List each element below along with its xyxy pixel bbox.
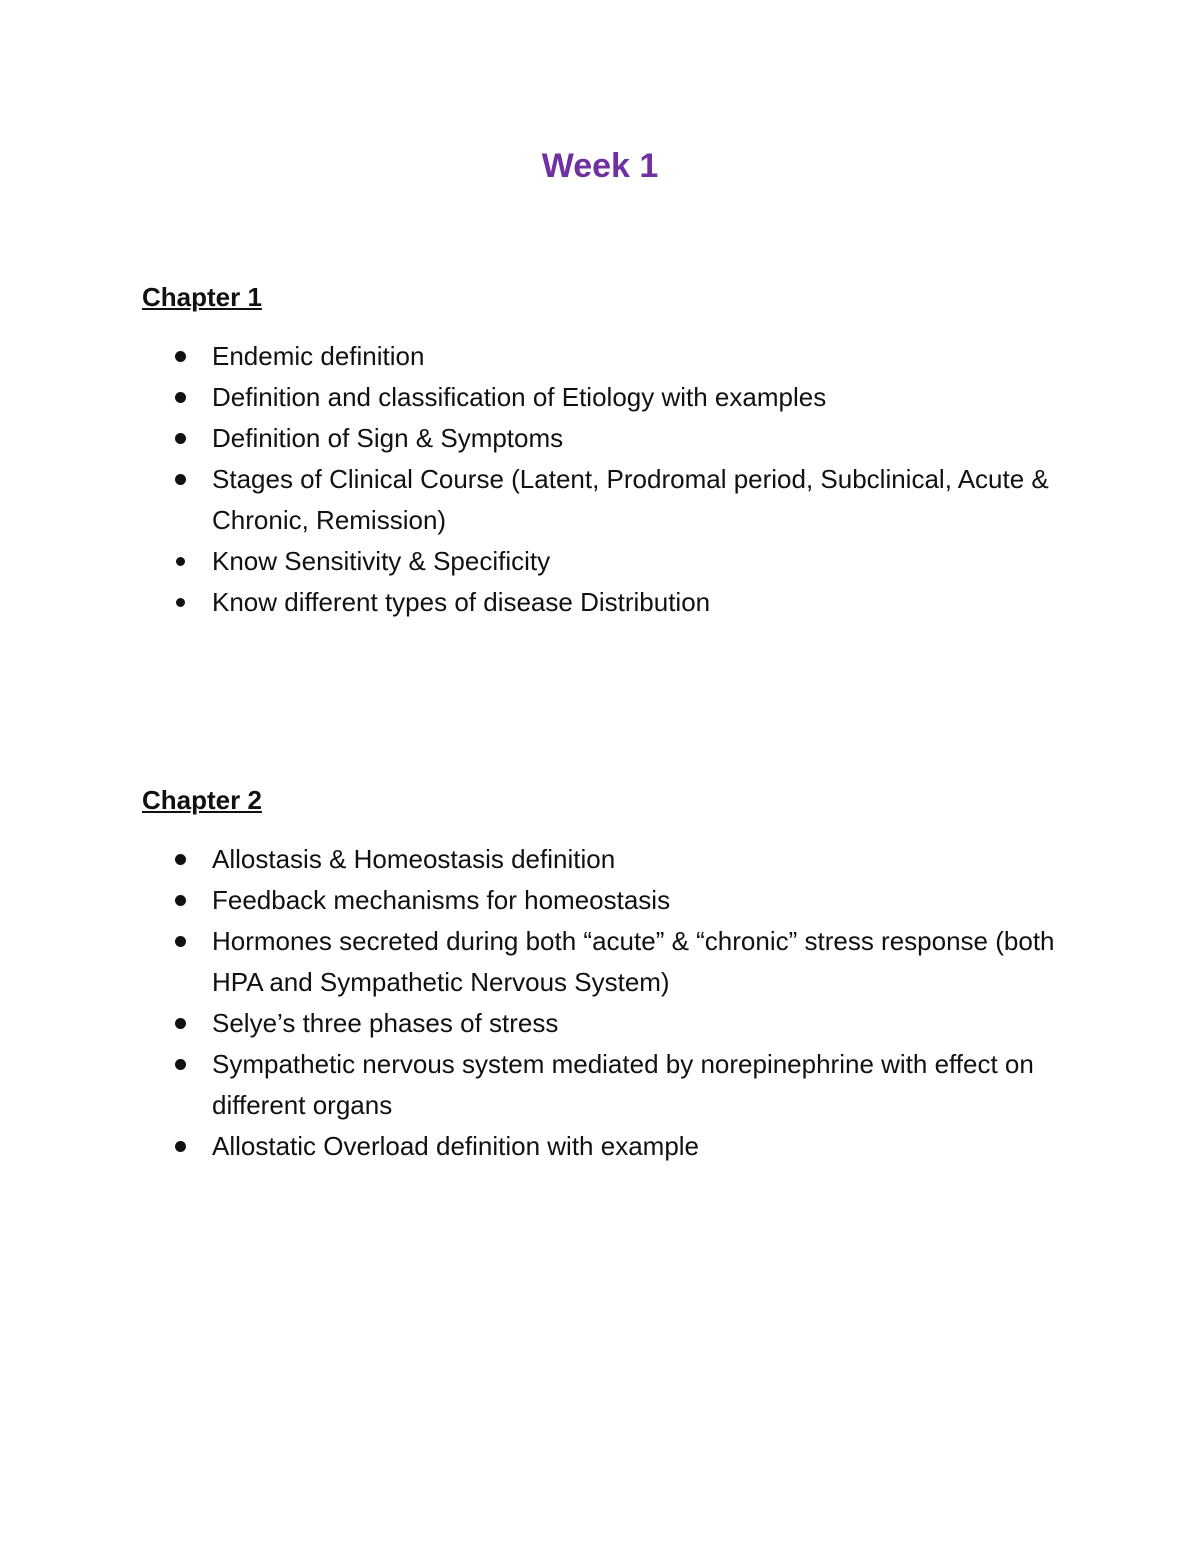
bullet-icon [176, 598, 185, 607]
list-item [142, 336, 1062, 377]
bullet-icon [175, 474, 186, 485]
bullet-icon [175, 1141, 186, 1152]
list-item-text: Selye’s three phases of stress [212, 1008, 559, 1038]
list-item [142, 839, 1062, 880]
bullet-icon [175, 1018, 186, 1029]
chapter-2-heading: Chapter 2 [142, 785, 262, 815]
list-item-text: Definition of Sign & Symptoms [212, 423, 564, 453]
chapter-1-heading: Chapter 1 [142, 282, 262, 312]
list-item [142, 921, 1062, 1003]
list-item [142, 1126, 1062, 1167]
list-item-text: Hormones secreted during both “acute” & “chronic” stress response (both HPA and Sympathetic Nervous System) [212, 926, 1055, 997]
list-item [142, 880, 1062, 921]
list-item-text: Know Sensitivity & Specificity [212, 546, 551, 576]
list-item [142, 377, 1062, 418]
list-item-text: Know different types of disease Distribution [212, 587, 711, 617]
list-item-text: Sympathetic nervous system mediated by norepinephrine with effect on different organs [212, 1049, 1034, 1120]
page-title: Week 1 [541, 147, 659, 185]
chapter-1-list [142, 336, 1062, 623]
bullet-icon [175, 936, 186, 947]
list-item-text: Allostatic Overload definition with example [212, 1131, 700, 1161]
list-item [142, 582, 1062, 623]
list-item [142, 1003, 1062, 1044]
chapter-1-section [142, 280, 1062, 623]
list-item [142, 1044, 1062, 1126]
chapter-2-section [142, 783, 1062, 1167]
bullet-icon [175, 433, 186, 444]
bullet-icon [175, 854, 186, 865]
list-item [142, 459, 1062, 541]
list-item [142, 541, 1062, 582]
bullet-icon [175, 895, 186, 906]
chapter-2-list [142, 839, 1062, 1167]
list-item-text: Allostasis & Homeostasis definition [212, 844, 616, 874]
list-item-text: Endemic definition [212, 341, 425, 371]
list-item [142, 418, 1062, 459]
bullet-icon [175, 351, 186, 362]
list-item-text: Definition and classification of Etiology with examples [212, 382, 827, 412]
bullet-icon [175, 1059, 186, 1070]
bullet-icon [175, 392, 186, 403]
list-item-text: Feedback mechanisms for homeostasis [212, 885, 671, 915]
list-item-text: Stages of Clinical Course (Latent, Prodromal period, Subclinical, Acute & Chronic, Remission) [212, 464, 1049, 535]
bullet-icon [176, 557, 185, 566]
